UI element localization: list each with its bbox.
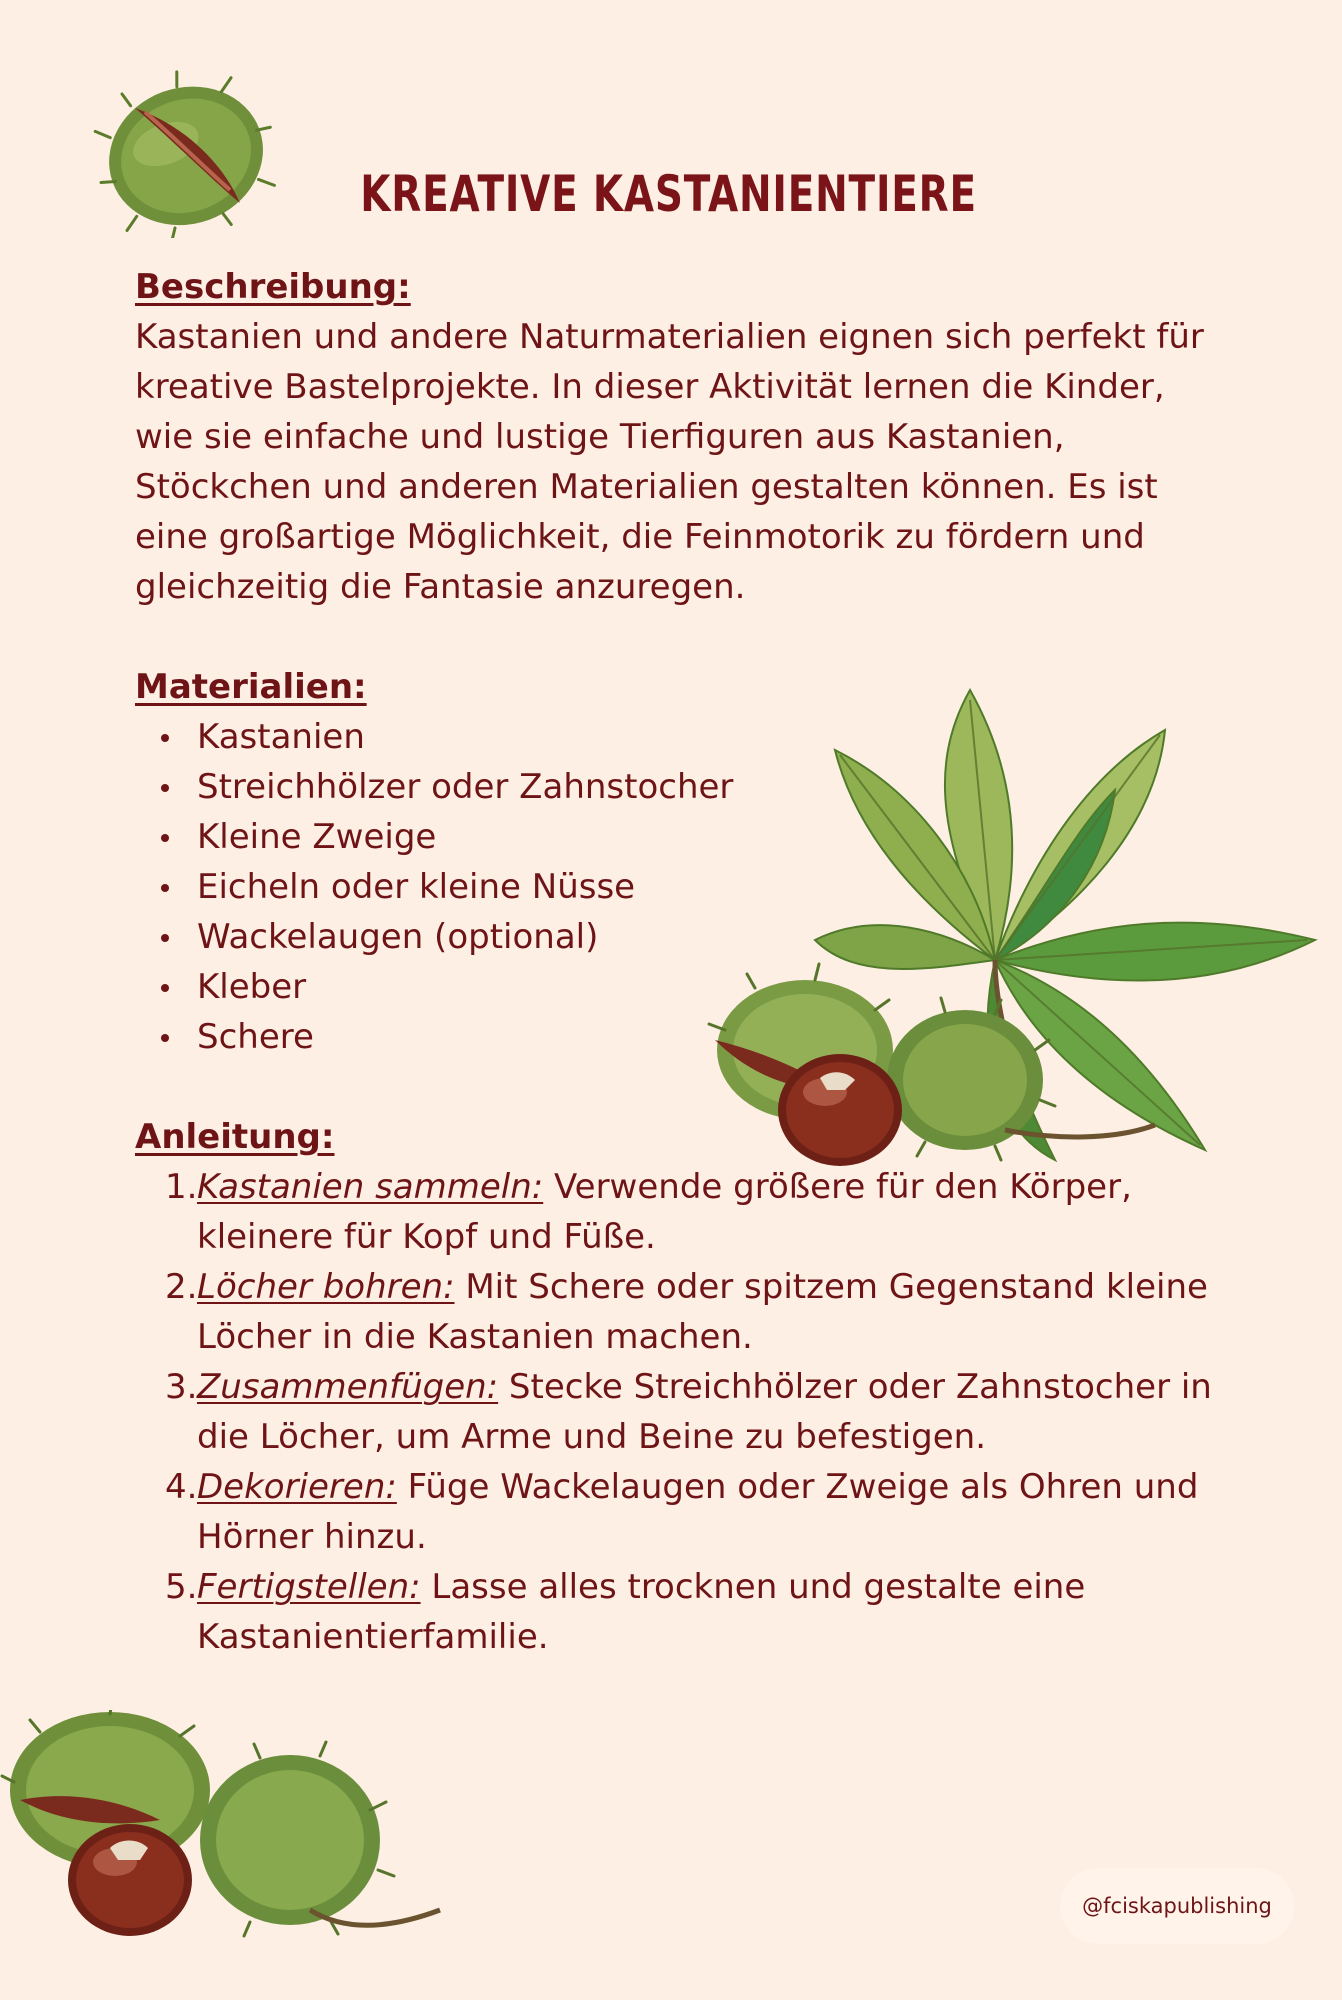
step-item: 4. Dekorieren: Füge Wackelaugen oder Zweige als Ohren und Hörner hinzu. [165,1467,1199,1557]
list-item: Kleine Zweige [135,812,1215,862]
description-heading: Beschreibung: [135,267,411,307]
step-item: 5. Fertigstellen: Lasse alles trocknen und gestalte eine Kastanientierfamilie. [165,1567,1086,1657]
instructions-list [135,1162,1215,1662]
page-title: KREATIVE KASTANIENTIERE [360,165,977,223]
step-item: 2. Löcher bohren: Mit Schere oder spitzem Gegenstand kleine Löcher in die Kastanien machen. [165,1267,1208,1357]
step-item: 1. Kastanien sammeln: Verwende größere für den Körper, kleinere für Kopf und Füße. [165,1167,1132,1257]
list-item: Streichhölzer oder Zahnstocher [135,762,1215,812]
step-item: 3. Zusammenfügen: Stecke Streichhölzer oder Zahnstocher in die Löcher, um Arme und Beine zu befestigen. [165,1367,1212,1457]
list-item: Kastanien [135,712,1215,762]
social-handle-badge [1060,1868,1294,1944]
list-item: Kleber [135,962,1215,1012]
social-handle: @fciskapublishing [1082,1894,1272,1918]
description-text: Kastanien und andere Naturmaterialien eignen sich perfekt für kreative Bastelprojekte. In dieser Aktivität lernen die Kinder, wie sie einfache und lustige Tierfiguren aus Kastanien, Stöckchen und anderen Materialien gestalten können. Es ist eine großartige Möglichkeit, die Feinmotorik zu fördern und gleichzeitig die Fantasie anzuregen. [135,317,1204,607]
chestnuts-icon [0,1710,450,1970]
list-item: Wackelaugen (optional) [135,912,1215,962]
instructions-heading: Anleitung: [135,1117,335,1157]
list-item: Schere [135,1012,1215,1062]
materials-heading: Materialien: [135,667,367,707]
list-item: Eicheln oder kleine Nüsse [135,862,1215,912]
chestnut-leaves-icon [695,670,1335,1180]
